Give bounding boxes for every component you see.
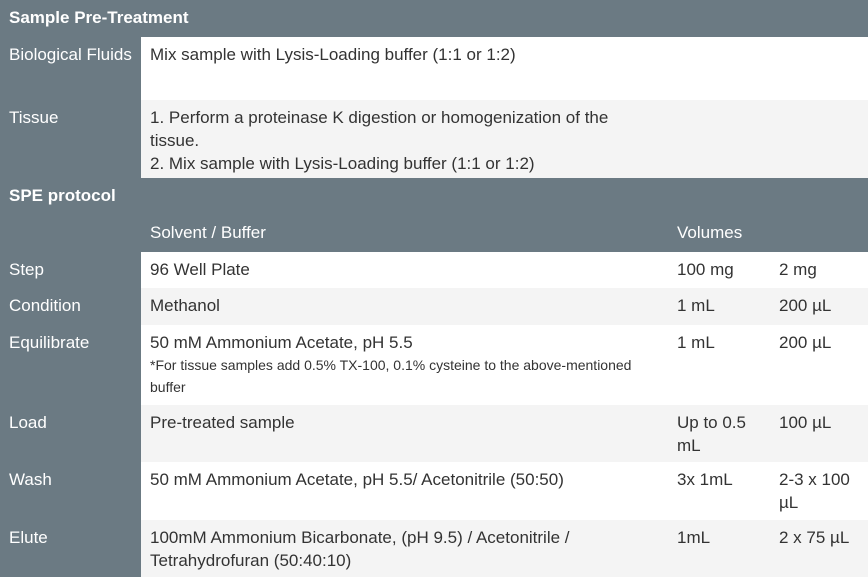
- volume-cell: 1 mL: [668, 288, 770, 325]
- volume-cell: 1mL: [668, 520, 770, 577]
- step-line: 1. Perform a proteinase K digestion or homogenization of the tissue.: [150, 108, 609, 150]
- volume-cell: Up to 0.5 mL: [668, 405, 770, 462]
- volume-cell: 2 x 75 µL: [770, 520, 868, 577]
- solvent-cell: Pre-treated sample: [141, 405, 668, 462]
- volume-cell: 1 mL: [668, 325, 770, 405]
- volume-cell: 200 µL: [770, 325, 868, 405]
- solvent-header: Solvent / Buffer: [150, 223, 266, 242]
- volume-cell: 100 mg: [668, 252, 770, 288]
- step-line: 2. Mix sample with Lysis-Loading buffer (1:1 or 1:2): [150, 154, 535, 173]
- volume-cell: 2 mg: [770, 252, 868, 288]
- table-row: [0, 520, 868, 577]
- table-row: [0, 37, 868, 100]
- table-row: [0, 100, 868, 178]
- column-header-row: [0, 215, 868, 252]
- table-row: [0, 288, 868, 325]
- row-label: Elute: [0, 520, 141, 577]
- solvent-cell: 96 Well Plate: [141, 252, 668, 288]
- volume-cell: 3x 1mL: [668, 462, 770, 520]
- volumes-header: Volumes: [677, 223, 743, 242]
- solvent-text: 50 mM Ammonium Acetate, pH 5.5: [150, 333, 413, 352]
- row-label: Tissue: [0, 100, 141, 178]
- volume-cell: 2-3 x 100 µL: [770, 462, 868, 520]
- row-label: Equilibrate: [0, 325, 141, 405]
- solvent-cell: Methanol: [141, 288, 668, 325]
- row-label: Condition: [0, 288, 141, 325]
- spe-header: SPE protocol: [0, 178, 868, 215]
- row-label: Step: [0, 252, 141, 288]
- table-row: [0, 462, 868, 520]
- pretreatment-header: Sample Pre-Treatment: [0, 0, 868, 37]
- solvent-cell: [141, 325, 668, 405]
- solvent-cell: 100mM Ammonium Bicarbonate, (pH 9.5) / Acetonitrile / Tetrahydrofuran (50:40:10): [141, 520, 668, 577]
- volume-cell: 200 µL: [770, 288, 868, 325]
- footnote: *For tissue samples add 0.5% TX-100, 0.1% cysteine to the above-mentioned buffer: [150, 357, 632, 395]
- row-label: Load: [0, 405, 141, 462]
- blank: [0, 215, 141, 252]
- table-row: [0, 405, 868, 462]
- table-row: [0, 252, 868, 288]
- table-row: [0, 325, 868, 405]
- row-label: Biological Fluids: [0, 37, 141, 100]
- volume-cell: 100 µL: [770, 405, 868, 462]
- cell: Mix sample with Lysis-Loading buffer (1:1 or 1:2): [141, 37, 868, 100]
- solvent-cell: 50 mM Ammonium Acetate, pH 5.5/ Acetonitrile (50:50): [141, 462, 668, 520]
- row-label: Wash: [0, 462, 141, 520]
- cell: [141, 100, 868, 178]
